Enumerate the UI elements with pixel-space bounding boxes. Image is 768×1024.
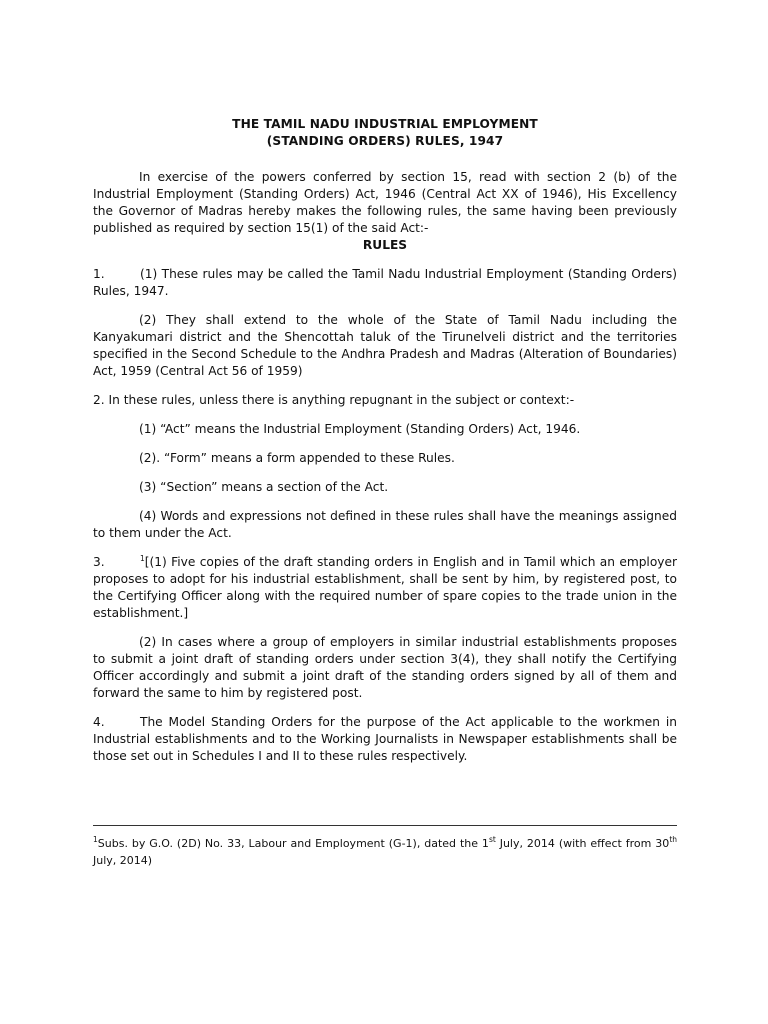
rule-1-text-1: (1) These rules may be called the Tamil Nadu Industrial Employment (Standing Orders) Rules, 1947. [93,267,677,298]
rule-1-number: 1. [93,267,105,281]
rule-2-definition-3: (3) “Section” means a section of the Act. [139,480,389,494]
rule-3-footnote-marker[interactable]: 1 [140,554,145,563]
footnote-divider [93,825,677,826]
footnote-text-c: July, 2014) [93,854,153,867]
title-line-2: (STANDING ORDERS) RULES, 1947 [266,134,504,148]
preamble-paragraph: In exercise of the powers conferred by section 15, read with section 2 (b) of the Industrial Employment (Standing Orders) Act, 1946 (Central Act XX of 1946), His Excellency the Governor of Madras hereby makes the following rules, the same having been previously published as required by section 15(1) of the said Act:- [93,170,677,235]
rule-2-definition-1: (1) “Act” means the Industrial Employment (Standing Orders) Act, 1946. [139,422,581,436]
rule-4-text: The Model Standing Orders for the purpose of the Act applicable to the workmen in Industrial establishments and to the Working Journalists in Newspaper establishments shall be those set out in Schedules I and II to these rules respectively. [93,715,677,763]
footnote [93,835,677,869]
title-line-1: THE TAMIL NADU INDUSTRIAL EMPLOYMENT [232,117,538,131]
rule-1-paragraph-1 [93,266,677,300]
rule-2-definition-2: (2). “Form” means a form appended to these Rules. [139,451,455,465]
rule-4-number: 4. [93,715,105,729]
rule-3-text-1: [(1) Five copies of the draft standing orders in English and in Tamil which an employer proposes to adopt for his industrial establishment, shall be sent by him, by registered post, to the Certifying Officer along with the required number of spare copies to the trade union in the establishment.] [93,555,677,620]
footnote-sup-st: st [488,835,496,844]
rule-2-definition-4: (4) Words and expressions not defined in these rules shall have the meanings assigned to them under the Act. [93,509,677,540]
rule-1-paragraph-2: (2) They shall extend to the whole of the State of Tamil Nadu including the Kanyakumari district and the Shencottah taluk of the Tirunelveli district and the territories specified in the Second Schedule to the Andhra Pradesh and Madras (Alteration of Boundaries) Act, 1959 (Central Act 56 of 1959) [93,313,677,378]
footnote-marker: 1 [93,835,98,844]
rule-3-paragraph-1 [93,554,677,622]
rule-4-paragraph [93,714,677,765]
footnote-text-b: July, 2014 (with effect from 30 [495,837,670,850]
footnote-text-a: Subs. by G.O. (2D) No. 33, Labour and Employment (G-1), dated the 1 [97,837,489,850]
rule-3-number: 3. [93,555,105,569]
rule-3-paragraph-2: (2) In cases where a group of employers in similar industrial establishments proposes to submit a joint draft of standing orders under section 3(4), they shall notify the Certifying Officer accordingly and submit a joint draft of the standing orders signed by all of them and forward the same to him by registered post. [93,635,677,700]
rules-heading: RULES [362,238,408,252]
footnote-sup-th: th [669,835,678,844]
rule-2-intro: 2. In these rules, unless there is anything repugnant in the subject or context:- [93,393,575,407]
document-title [93,116,677,150]
